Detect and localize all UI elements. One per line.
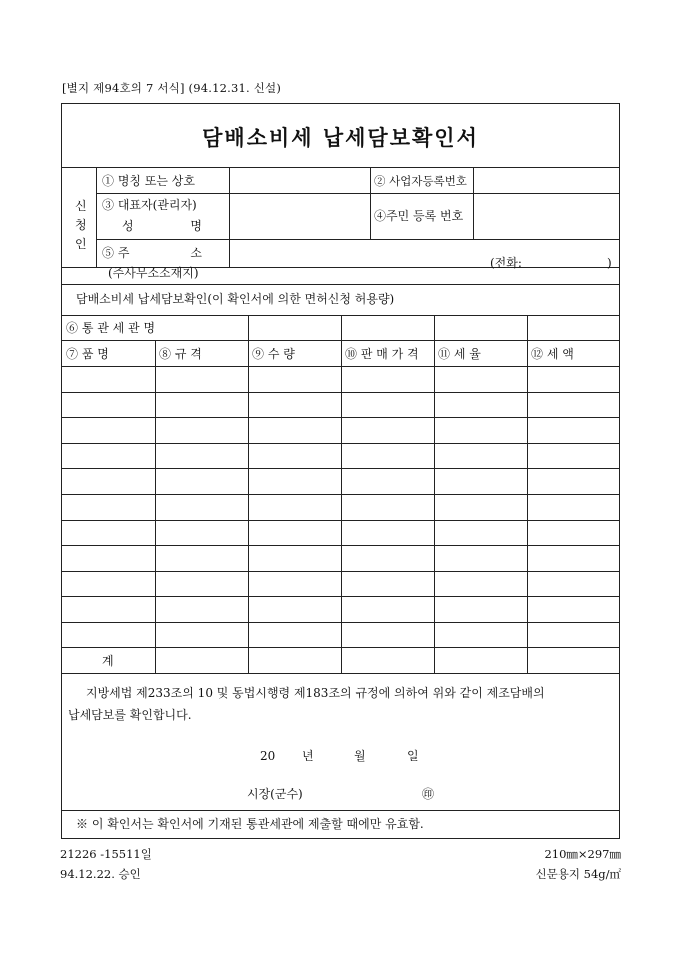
table-col-line <box>248 315 249 673</box>
office-address-label: (주사무소소재지) <box>108 266 199 280</box>
phone-close: ) <box>607 256 612 270</box>
customs-office-label: ⑥ 통 관 세 관 명 <box>66 321 156 335</box>
applicant-side-label-1: 신 <box>75 199 87 213</box>
name-label: ① 명칭 또는 상호 <box>102 174 195 188</box>
divider <box>370 167 371 239</box>
signer-title: 시장(군수) <box>247 787 303 801</box>
form-header: [별지 제94호의 7 서식] (94.12.31. 신설) <box>62 81 282 95</box>
col-item-name: ⑦ 품 명 <box>66 347 109 361</box>
col-sale-price: ⑩ 판 매 가 격 <box>345 347 419 361</box>
col-tax-amount: ⑫ 세 액 <box>531 347 574 361</box>
address-label: ⑤ 주 소 <box>102 246 202 260</box>
statement-line-1: 지방세법 제233조의 10 및 동법시행령 제183조의 규정에 의하여 위와 같이 제조담배의 <box>86 686 545 700</box>
validity-note: ※ 이 확인서는 확인서에 기재된 통관세관에 제출할 때에만 유효함. <box>76 817 424 831</box>
divider <box>473 167 474 239</box>
total-label: 계 <box>102 654 114 668</box>
divider <box>96 193 619 194</box>
col-spec: ⑧ 규 격 <box>159 347 202 361</box>
form-code: 21226 -15511일 <box>60 847 152 861</box>
representative-label: ③ 대표자(관리자) <box>102 198 197 212</box>
table-col-line <box>434 315 435 673</box>
date-month-unit: 월 <box>354 749 366 763</box>
table-row-line <box>62 673 619 674</box>
paper-size: 210㎜×297㎜ <box>544 847 621 861</box>
table-col-line <box>341 315 342 673</box>
col-quantity: ⑨ 수 량 <box>252 347 295 361</box>
phone-label: (전화: <box>490 256 522 270</box>
table-col-line <box>155 340 156 673</box>
paper-type: 신문용지 54g/㎡ <box>535 867 621 881</box>
resident-number-label: ④주민 등록 번호 <box>374 209 464 223</box>
divider <box>96 239 619 240</box>
form-document <box>61 103 620 839</box>
approval-date: 94.12.22. 승인 <box>60 867 141 881</box>
title-box <box>62 104 619 168</box>
bizno-label: ② 사업자등록번호 <box>374 174 467 188</box>
divider <box>96 167 97 267</box>
date-day-unit: 일 <box>407 749 419 763</box>
statement-line-2: 납세담보를 확인합니다. <box>68 708 192 722</box>
divider <box>229 167 230 267</box>
table-col-line <box>527 315 528 673</box>
form-title: 담배소비세 납세담보확인서 <box>202 125 479 150</box>
col-tax-rate: ⑪ 세 율 <box>438 347 481 361</box>
applicant-side-label-2: 청 <box>75 218 87 232</box>
applicant-side-label-3: 인 <box>75 237 87 251</box>
section-title: 담배소비세 납세담보확인(이 확인서에 의한 면허신청 허용량) <box>76 292 395 306</box>
divider <box>62 810 619 811</box>
representative-name-label: 성 명 <box>122 219 202 233</box>
date-year: 20 <box>260 749 276 763</box>
date-year-unit: 년 <box>302 749 314 763</box>
divider <box>62 284 619 285</box>
seal-mark: ㊞ <box>422 787 435 801</box>
